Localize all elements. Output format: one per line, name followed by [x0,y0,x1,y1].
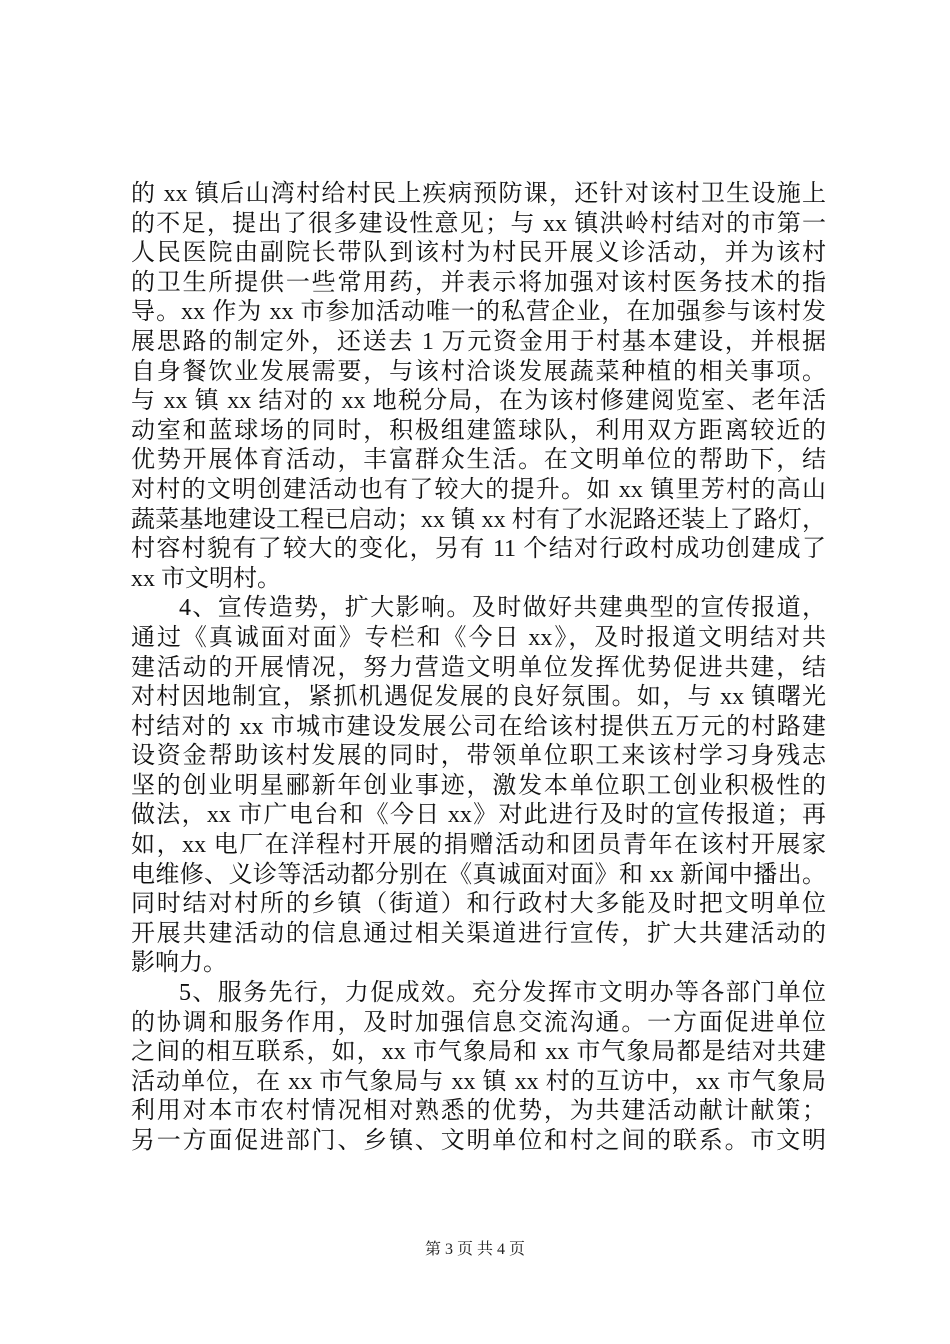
text-line: 设资金帮助该村发展的同时，带领单位职工来该村学习身残志 [131,743,826,770]
text-line: 影响力。 [131,950,227,977]
text-line: 优势开展体育活动，丰富群众生活。在文明单位的帮助下，结 [131,447,826,474]
paragraph-continued [131,180,826,594]
text-line: 展思路的制定外，还送去 1 万元资金用于村基本建设，并根据 [131,328,826,355]
text-line: 蔬菜基地建设工程已启动；xx 镇 xx 村有了水泥路还装上了路灯， [131,506,826,533]
text-line: 电维修、义诊等活动都分别在《真诚面对面》和 xx 新闻中播出。 [131,861,826,888]
body-text [131,180,826,1157]
text-line: 同时结对村所的乡镇（街道）和行政村大多能及时把文明单位 [131,891,826,918]
text-line: 与 xx 镇 xx 结对的 xx 地税分局，在为该村修建阅览室、老年活 [131,388,826,415]
text-line: 的卫生所提供一些常用药，并表示将加强对该村医务技术的指 [131,269,826,296]
text-line: 坚的创业明星郦新年创业事迹，激发本单位职工创业积极性的 [131,772,826,799]
text-line: 的 xx 镇后山湾村给村民上疾病预防课，还针对该村卫生设施上 [131,181,826,207]
paragraph-service [131,979,826,1157]
paragraph-publicity [131,594,826,979]
text-line: 村容村貌有了较大的变化，另有 11 个结对行政村成功创建成了 [131,536,826,563]
text-line: 导。xx 作为 xx 市参加活动唯一的私营企业，在加强参与该村发 [131,299,826,326]
text-line: 人民医院由副院长带队到该村为村民开展义诊活动，并为该村 [131,240,826,267]
text-line: 5、服务先行，力促成效。充分发挥市文明办等各部门单位 [179,980,826,1007]
text-line: xx 市文明村。 [131,565,281,592]
page-footer [0,1238,950,1262]
text-line: 4、宣传造势，扩大影响。及时做好共建典型的宣传报道， [179,595,826,622]
text-line: 建活动的开展情况，努力营造文明单位发挥优势促进共建，结 [131,654,826,681]
text-line: 如，xx 电厂在洋程村开展的捐赠活动和团员青年在该村开展家 [131,832,826,859]
text-line: 的不足，提出了很多建设性意见；与 xx 镇洪岭村结对的市第一 [131,210,826,237]
text-line: 活动单位，在 xx 市气象局与 xx 镇 xx 村的互访中，xx 市气象局 [131,1068,826,1095]
text-line: 动室和蓝球场的同时，积极组建篮球队，利用双方距离较近的 [131,417,826,444]
text-line: 利用对本市农村情况相对熟悉的优势，为共建活动献计献策； [131,1098,826,1125]
text-line: 自身餐饮业发展需要，与该村洽谈发展蔬菜种植的相关事项。 [131,358,826,385]
text-line: 做法，xx 市广电台和《今日 xx》对此进行及时的宣传报道；再 [131,802,826,829]
text-line: 对村的文明创建活动也有了较大的提升。如 xx 镇里芳村的高山 [131,476,826,503]
text-line: 对村因地制宜，紧抓机遇促发展的良好氛围。如，与 xx 镇曙光 [131,684,826,711]
page-indicator: 第 3 页 共 4 页 [424,1241,525,1258]
text-line: 的协调和服务作用，及时加强信息交流沟通。一方面促进单位 [131,1009,826,1036]
text-line: 开展共建活动的信息通过相关渠道进行宣传，扩大共建活动的 [131,920,826,947]
text-line: 村结对的 xx 市城市建设发展公司在给该村提供五万元的村路建 [131,713,826,740]
text-line: 通过《真诚面对面》专栏和《今日 xx》，及时报道文明结对共 [131,624,826,651]
text-line: 另一方面促进部门、乡镇、文明单位和村之间的联系。市文明 [131,1128,826,1154]
text-line: 之间的相互联系，如，xx 市气象局和 xx 市气象局都是结对共建 [131,1039,826,1066]
